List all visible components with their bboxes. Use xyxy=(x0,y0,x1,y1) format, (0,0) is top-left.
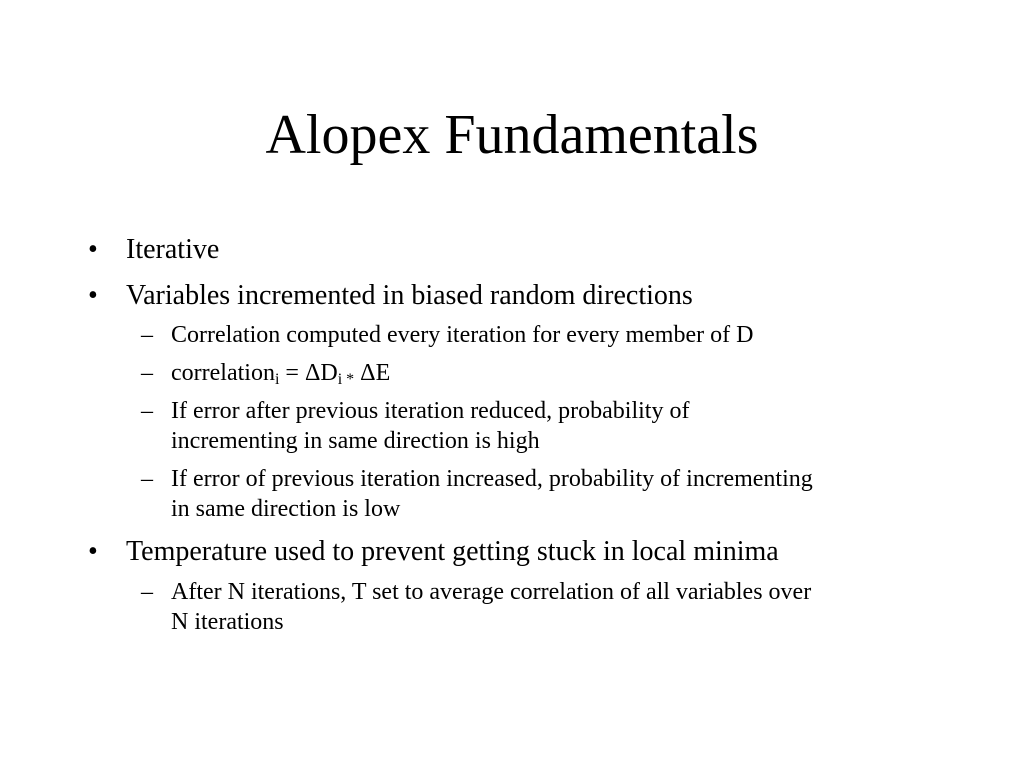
sub-bullet-marker: – xyxy=(141,466,153,492)
formula-delta-d: = ΔD xyxy=(279,360,338,386)
bullet-marker: • xyxy=(88,234,98,265)
sub-bullet-line-1: After N iterations, T set to average correlation of all variables over xyxy=(171,579,812,605)
slide-title: Alopex Fundamentals xyxy=(265,104,759,166)
sub-bullet-line-1: If error of previous iteration increased, probability of incrementing xyxy=(171,466,813,492)
sub-bullet-marker: – xyxy=(141,398,153,424)
formula-subscript-i2: i xyxy=(337,371,343,388)
sub-bullet-marker: – xyxy=(141,579,153,605)
bullet-text: Iterative xyxy=(126,234,220,265)
sub-bullet-line-2: in same direction is low xyxy=(171,496,401,522)
bullet-text: Temperature used to prevent getting stuck in local minima xyxy=(126,536,779,567)
bullet-text: Variables incremented in biased random directions xyxy=(126,280,693,311)
formula-delta-e: ΔE xyxy=(354,360,391,386)
sub-bullet-text xyxy=(171,396,941,456)
sub-bullet-line-1: If error after previous iteration reduced, probability of xyxy=(171,398,690,424)
sub-bullet-text xyxy=(171,577,941,637)
sub-bullet-marker: – xyxy=(141,322,153,348)
formula-base: correlation xyxy=(171,360,275,386)
bullet-marker: • xyxy=(88,536,98,567)
formula-multiply: * xyxy=(342,371,355,388)
sub-bullet-text: Correlation computed every iteration for every member of D xyxy=(171,322,754,348)
bullet-marker: • xyxy=(88,280,98,311)
sub-bullet-line-2: incrementing in same direction is high xyxy=(171,428,540,454)
sub-bullet-line-2: N iterations xyxy=(171,609,284,635)
correlation-formula xyxy=(171,358,941,388)
sub-bullet-text xyxy=(171,464,941,524)
formula-subscript-i: i xyxy=(274,371,280,388)
sub-bullet-marker: – xyxy=(141,360,153,386)
